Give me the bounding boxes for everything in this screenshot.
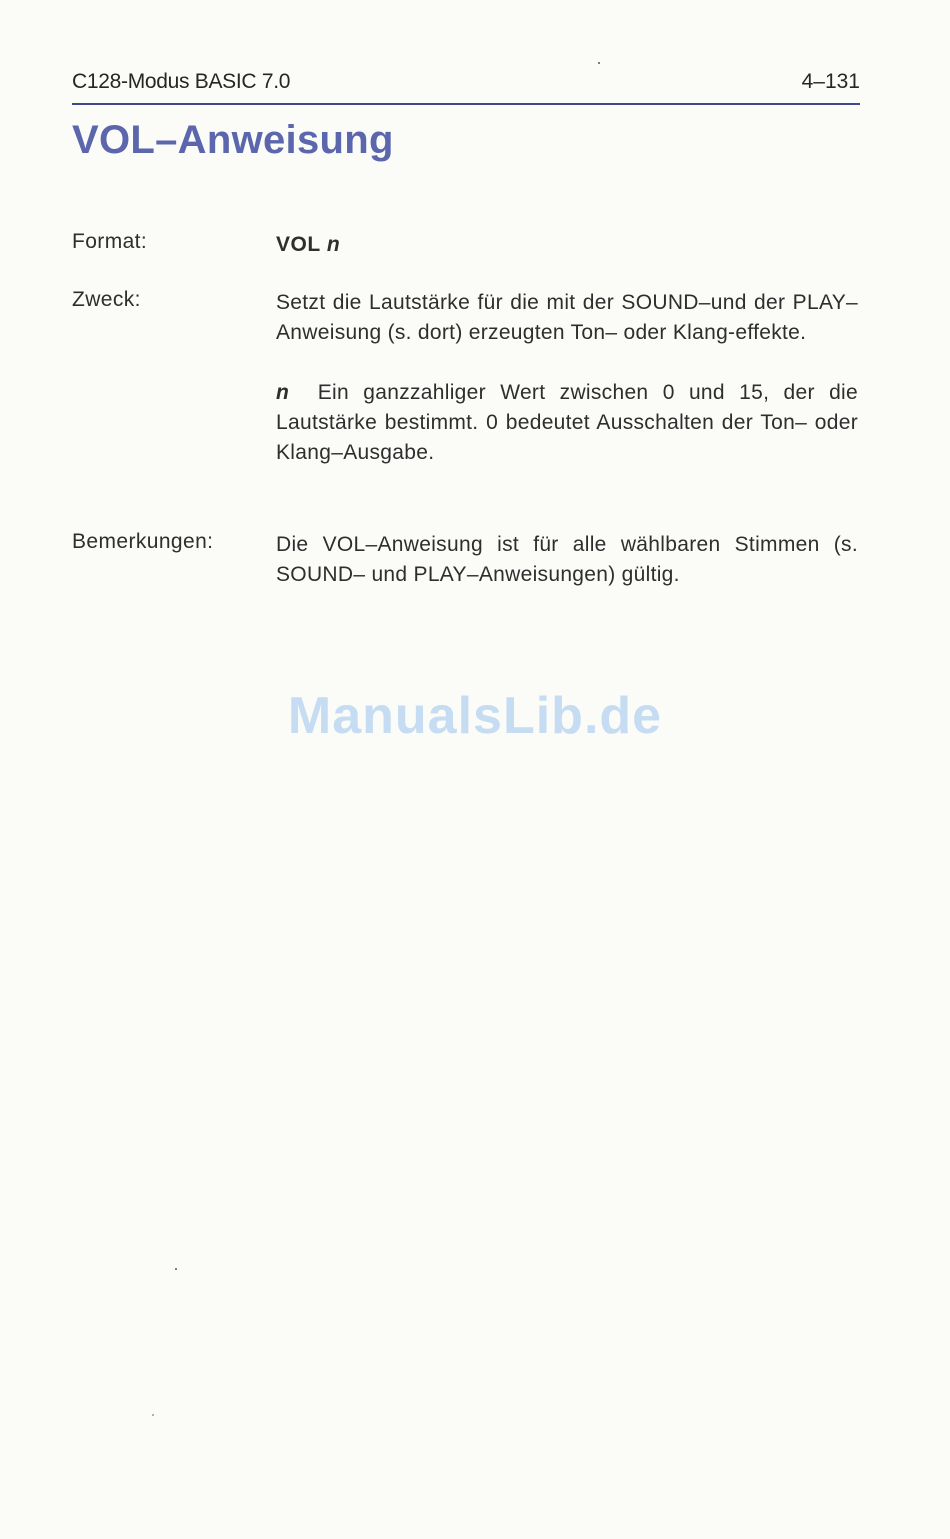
format-row: [72, 230, 860, 260]
remarks-label: Bemerkungen:: [72, 530, 214, 553]
paper-speck: [152, 1414, 154, 1416]
param-description: [276, 378, 858, 468]
page-number: 4–131: [801, 70, 860, 93]
paper-speck: [175, 1268, 177, 1270]
purpose-row: [72, 288, 860, 508]
format-syntax: [276, 230, 858, 260]
purpose-content: [276, 288, 858, 468]
param-name: n: [276, 381, 290, 404]
remarks-text: Die VOL–Anweisung ist für alle wählbaren Stimmen (s. SOUND– und PLAY–Anweisungen) gültig.: [276, 533, 858, 586]
purpose-label: Zweck:: [72, 288, 141, 311]
remarks-content: [276, 530, 858, 590]
running-title: C128-Modus BASIC 7.0: [72, 70, 291, 93]
remarks-row: [72, 530, 860, 592]
param-text: Ein ganzzahliger Wert zwischen 0 und 15, der die Lautstärke bestimmt. 0 bedeutet Ausschalten der Ton– oder Klang–Ausgabe.: [276, 381, 859, 464]
format-keyword: VOL: [276, 233, 321, 256]
format-param: n: [326, 233, 340, 256]
paper-speck: [598, 62, 600, 64]
purpose-text: Setzt die Lautstärke für die mit der SOUND–und der PLAY–Anweisung (s. dort) erzeugten Ton– oder Klang-effekte.: [276, 291, 858, 344]
section-title: VOL–Anweisung: [72, 118, 394, 162]
format-label: Format:: [72, 230, 148, 253]
watermark: ManualsLib.de: [287, 687, 663, 745]
running-header: [72, 70, 860, 98]
header-rule: [72, 103, 860, 105]
